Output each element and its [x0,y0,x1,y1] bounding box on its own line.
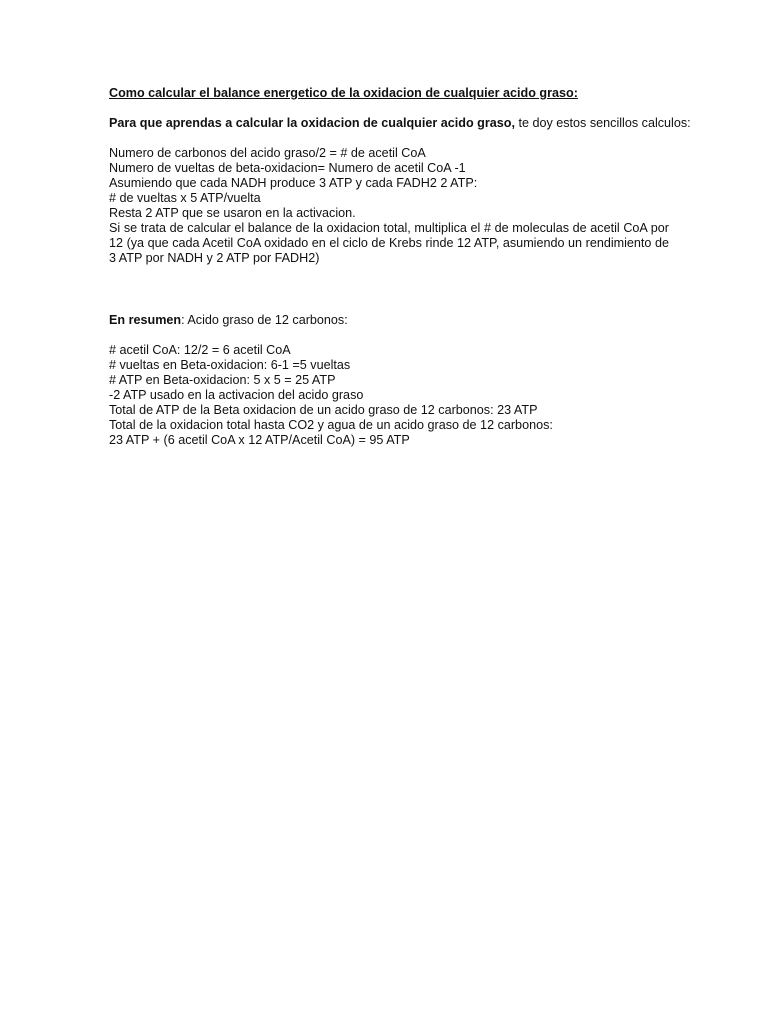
calc-line-assumption: Asumiendo que cada NADH produce 3 ATP y cada FADH2 2 ATP: [109,176,478,190]
intro-paragraph [109,116,691,131]
document-title: Como calcular el balance energetico de la oxidacion de cualquier acido graso: [109,86,578,100]
calc-line-atp-per-turn: # de vueltas x 5 ATP/vuelta [109,191,261,205]
summary-heading [109,313,669,328]
calc-line-activation: Resta 2 ATP que se usaron en la activacion. [109,206,356,220]
intro-bold-text: Para que aprendas a calcular la oxidacion de cualquier acido graso, [109,116,515,130]
intro-text: te doy estos sencillos calculos: [514,116,691,130]
summary-line-total-beta: Total de ATP de la Beta oxidacion de un acido graso de 12 carbonos: 23 ATP [109,403,538,417]
calc-line-turns: Numero de vueltas de beta-oxidacion= Numero de acetil CoA -1 [109,161,466,175]
summary-line-acetil: # acetil CoA: 12/2 = 6 acetil CoA [109,343,291,357]
summary-line-activation: -2 ATP usado en la activacion del acido graso [109,388,364,402]
summary-line-total-oxidation: Total de la oxidacion total hasta CO2 y agua de un acido graso de 12 carbonos: [109,418,553,432]
calculation-rules [109,146,669,266]
calc-line-carbons: Numero de carbonos del acido graso/2 = # de acetil CoA [109,146,426,160]
krebs-paragraph: Si se trata de calcular el balance de la oxidacion total, multiplica el # de moleculas de acetil CoA por 12 (ya que cada Acetil CoA oxidado en el ciclo de Krebs rinde 12 ATP, asumiendo un rendimiento de 3 ATP por NADH y 2 ATP por FADH2) [109,221,669,265]
summary-line-atp-beta: # ATP en Beta-oxidacion: 5 x 5 = 25 ATP [109,373,336,387]
summary-calculations [109,343,669,448]
document-page [109,86,691,448]
summary-line-final-result: 23 ATP + (6 acetil CoA x 12 ATP/Acetil CoA) = 95 ATP [109,433,410,447]
summary-text: : Acido graso de 12 carbonos: [181,313,348,327]
summary-line-turns: # vueltas en Beta-oxidacion: 6-1 =5 vueltas [109,358,351,372]
summary-bold-text: En resumen [109,313,182,327]
